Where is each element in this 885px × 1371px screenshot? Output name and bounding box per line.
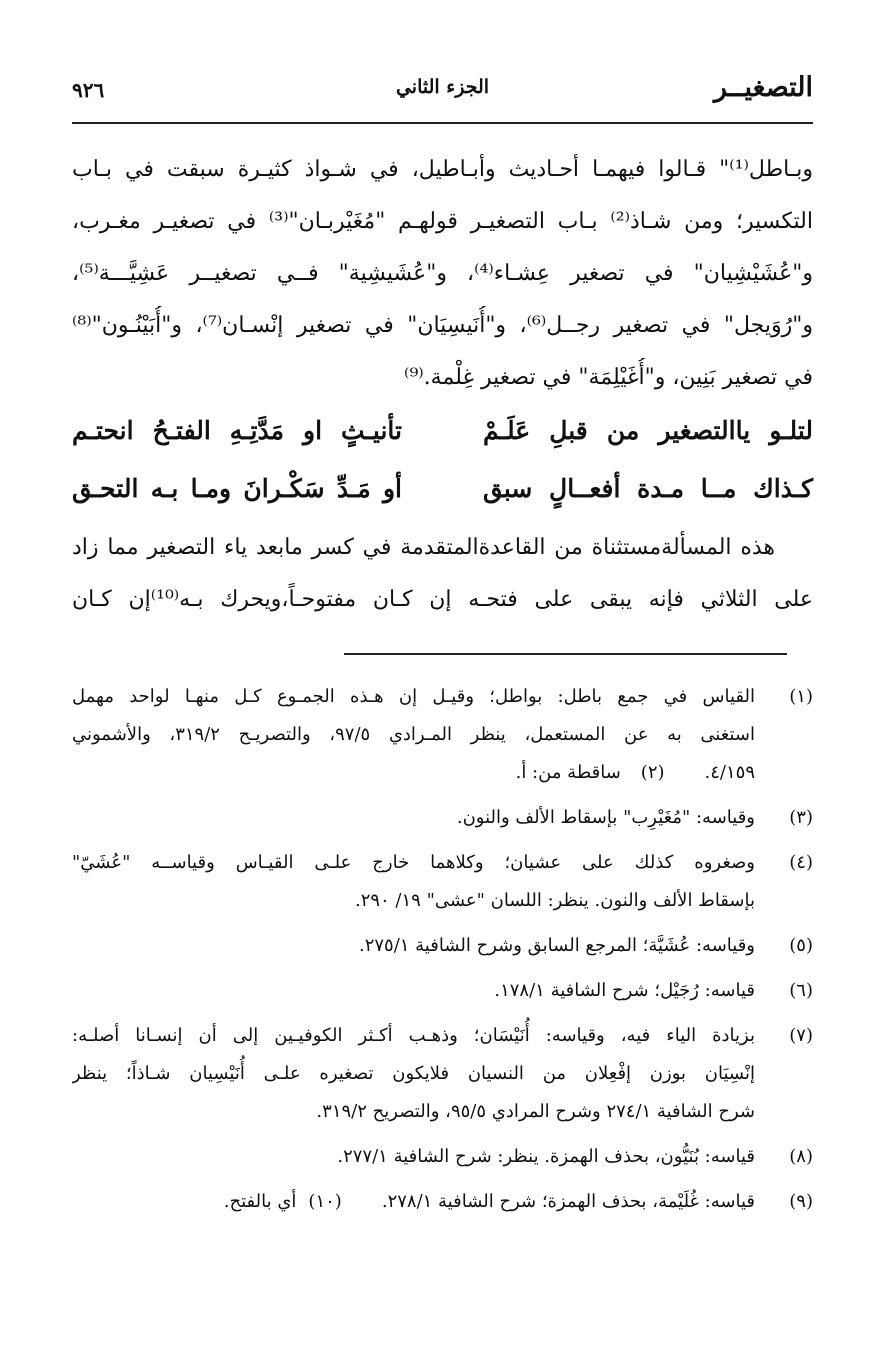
text-line: و"عُشَيْشِيان" في تصغير عِشـاء⁽⁴⁾، و"عُشَيشِية" فــي تصغيــر عَشِيَّـــة⁽⁵⁾، bbox=[72, 261, 813, 286]
header-rule bbox=[72, 122, 813, 124]
chapter-title: التصغيــر bbox=[713, 72, 813, 103]
verse-first-hemistich: كـذاك مــا مـدة أفعــالٍ سبق bbox=[483, 474, 813, 503]
footnote-number: (٤) bbox=[789, 852, 813, 873]
footnote-number: (٦) bbox=[789, 980, 813, 1001]
volume-label: الجزء الثاني bbox=[395, 76, 490, 98]
footnote-separator bbox=[344, 653, 787, 655]
footnote-number: (١٠) bbox=[308, 1191, 342, 1212]
commentary-text bbox=[72, 528, 813, 632]
page-header bbox=[72, 72, 813, 118]
footnote-line: وقياسه: عُشَيَّة؛ المرجع السابق وشرح الشافية ٢٧٥/١. bbox=[358, 935, 755, 956]
footnote bbox=[72, 972, 813, 1010]
text-line: على الثلاثي فإنه يبقى على فتحـه إن كـان مفتوحـاً،ويحرك بـه⁽¹⁰⁾إن كـان bbox=[72, 587, 813, 612]
text-line: وبـاطل⁽¹⁾" قـالوا فيهمـا أحـاديث وأبـاطيل، في شـواذ كثيـرة سبقت في بـاب bbox=[72, 157, 813, 182]
footnote-line: استغنى به عن المستعمل، ينظر المـرادي ٩٧/٥، والتصريـح ٣١٩/٢، والأشموني bbox=[72, 724, 755, 745]
footnote-line: شرح الشافية ٢٧٤/١ وشرح المرادي ٩٥/٥، والتصريح ٣١٩/٢. bbox=[316, 1101, 755, 1122]
verse-line bbox=[72, 466, 813, 524]
verse-first-hemistich: لتلـو ياالتصغير من قبلِ عَلَـمْ bbox=[483, 416, 813, 445]
verse-second-hemistich: تأنيـثٍ او مَدَّتِـهِ الفتـحُ انحتـم bbox=[72, 416, 402, 445]
page-number: ٩٢٦ bbox=[72, 78, 105, 102]
footnote-line: وصغروه كذلك على عشيان؛ وكلاهما خارج علـى القيـاس وقياســه "عُشَيّ" bbox=[72, 852, 755, 873]
main-text bbox=[72, 150, 813, 410]
footnote-number: (٣) bbox=[789, 807, 813, 828]
footnote-line: قياسه: رُجَيْل؛ شرح الشافية ١٧٨/١. bbox=[494, 980, 755, 1001]
verse-line bbox=[72, 408, 813, 466]
footnote bbox=[72, 1138, 813, 1176]
footnote-line: إنْسِيَان بوزن إفْعِلان من النسيان فلايكون تصغيره علـى أُنَيْسِيان شـاذاً؛ ينظر bbox=[72, 1063, 755, 1084]
footnote-text: ساقطة من: أ. bbox=[515, 762, 621, 783]
text-line: في تصغير بَنِين، و"أُغَيْلِمَة" في تصغير غِلْمة.⁽⁹⁾ bbox=[404, 365, 813, 390]
footnote bbox=[72, 844, 813, 920]
footnote-text: قياسه: غُلَيْمة، بحذف الهمزة؛ شرح الشافية ٢٧٨/١. bbox=[381, 1191, 755, 1212]
poem-verses bbox=[72, 408, 813, 524]
text-line: و"رُوَيجل" في تصغير رجــل⁽⁶⁾، و"أُنَيسِيَان" في تصغير إنْسـان⁽⁷⁾، و"أُبَيْنُـون"⁽⁸⁾ bbox=[72, 313, 813, 338]
footnote-line: القياس في جمع باطل: بواطل؛ وقيـل إن هـذه الجمـوع كـل منهـا لواحد مهمل bbox=[72, 686, 755, 707]
footnote-line bbox=[72, 754, 755, 792]
footnote-number: (٨) bbox=[789, 1146, 813, 1167]
text-line: هذه المسألةمستثناة من القاعدةالمتقدمة في كسر مابعد ياء التصغير مما زاد bbox=[72, 535, 775, 560]
footnote-number: (٧) bbox=[789, 1025, 813, 1046]
footnotes bbox=[72, 678, 813, 1228]
footnote bbox=[72, 1183, 813, 1221]
footnote-number: (٥) bbox=[789, 935, 813, 956]
footnote-line: قياسه: بُنَيُّون، بحذف الهمزة. ينظر: شرح الشافية ٢٧٧/١. bbox=[337, 1146, 755, 1167]
footnote bbox=[72, 1017, 813, 1131]
footnote-text: ٤/١٥٩. bbox=[704, 762, 755, 783]
verse-second-hemistich: أو مَـدِّ سَكْـرانَ ومـا بـه التحـق bbox=[72, 474, 402, 503]
footnote bbox=[72, 927, 813, 965]
footnote-number: (٢) bbox=[640, 762, 665, 783]
footnote-text: أي بالفتح. bbox=[223, 1191, 297, 1212]
footnote-line: بزيادة الياء فيه، وقياسه: أُنَيْسَان؛ وذهـب أكـثر الكوفيـين إلى أن إنسـانا أصلـه: bbox=[72, 1025, 755, 1046]
footnote-line: بإسقاط الألف والنون. ينظر: اللسان "عشى" ١٩/ ٢٩٠. bbox=[354, 890, 755, 911]
footnote bbox=[72, 678, 813, 792]
footnote-line: وقياسه: "مُغَيْرِب" بإسقاط الألف والنون. bbox=[456, 807, 755, 828]
footnote bbox=[72, 799, 813, 837]
text-line: التكسير؛ ومن شـاذ⁽²⁾ بـاب التصغيـر قولهـم "مُغَيْربـان"⁽³⁾ في تصغيـر مغـرب، bbox=[72, 209, 813, 234]
footnote-number: (١) bbox=[789, 686, 813, 707]
footnote-number: (٩) bbox=[789, 1191, 813, 1212]
footnote-line bbox=[72, 1183, 755, 1221]
